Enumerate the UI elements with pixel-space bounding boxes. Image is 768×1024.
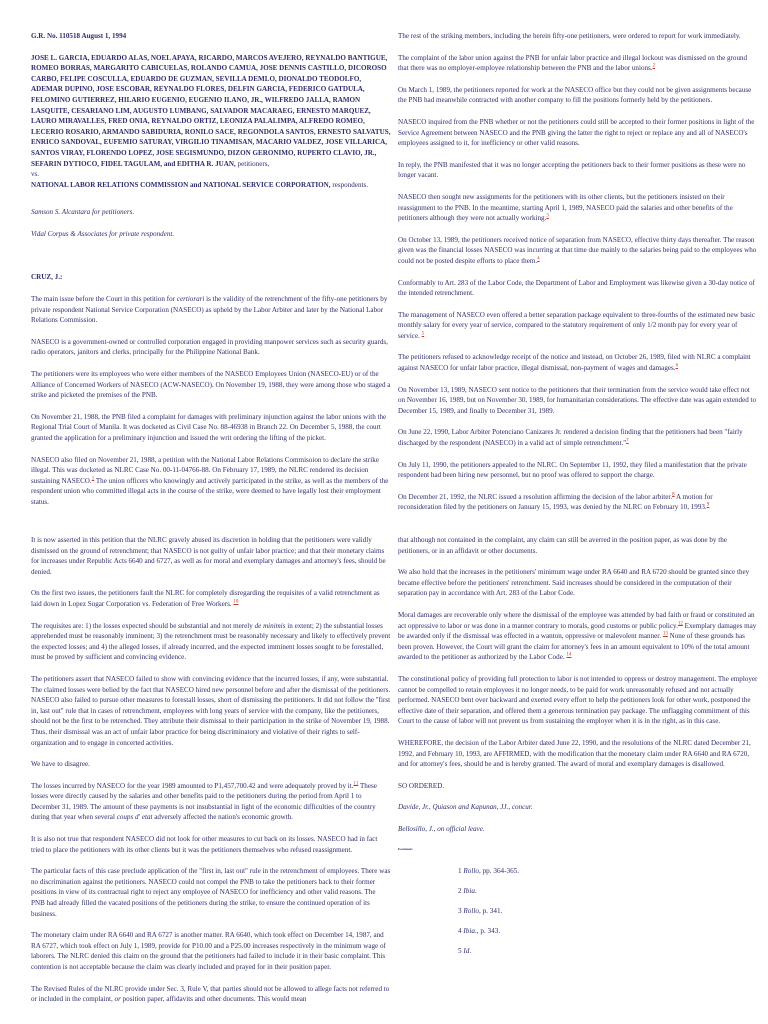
text-run: Ibia [463, 887, 475, 895]
paragraph [31, 984, 391, 1005]
text-run: We also hold that the increases in the petitioners' minimum wage under RA 6640 and RA 6720 should be granted since they became effective before the petitioners' retrenchment. Said increases should be considered in the computation of their separation pay in accordance with Art. 283 of the Labor Code. [398, 568, 750, 598]
footnote-ref-link[interactable]: 4 [537, 256, 540, 262]
text-run: coups d' etat [116, 813, 153, 822]
text-run: It is also not true that respondent NASECO did not look for other measures to cut back on its losses. NASECO had in fact tried to place the petitioners with its other clients but it was the petitioners themselves who refused reassignment. [31, 835, 378, 854]
paragraph [398, 117, 758, 149]
body-paragraphs [398, 535, 758, 791]
text-run: . [474, 887, 477, 895]
official-leave: Bellosillo, J., on official leave. [398, 824, 485, 833]
text-run: The management of NASECO even offered a better separation package equivalent to three-fourths of the estimated new basic monthly salary for every year of service, compared to the statutory requirement of only 1/2 month pay for every year of service. [398, 310, 755, 340]
footnote-ref-link[interactable]: 3 [546, 213, 549, 219]
text-run: 2 [458, 887, 464, 895]
footnote-ref-link[interactable]: 8 [672, 492, 675, 498]
body-paragraphs [398, 31, 758, 513]
text-run: The requisites are: 1) the losses expected should be substantial and not merely [31, 621, 255, 630]
text-run: The petitioners refused to acknowledge receipt of the notice and instead, on October 26, 1989, filed with NLRC a complaint against NASECO for unfair labor practice, illegal dismissal, non-payment of wages and damages. [398, 353, 751, 373]
text-run: The union officers who knowingly and actively participated in the strike, as well as the members of the respondent union who committed illegal acts in the course of the strike, were deemed to have legally lost their employment status. [31, 476, 389, 506]
text-run: On November 21, 1988, the PNB filed a complaint for damages with preliminary injunction against the labor unions with the Regional Trial Court of Manila. It was docketed as Civil Case No. 88-46938 in Branch 22. On December 5, 1988, the court granted the application for a preliminary injunction and issued the writ ordering the lifting of the picket. [31, 412, 387, 443]
paragraph [31, 834, 391, 855]
text-run: or [114, 995, 121, 1004]
ponente: CRUZ, J.: [31, 272, 63, 281]
footnote-ref-link[interactable]: 5 [421, 331, 425, 337]
text-run: that although not contained in the complaint, any claim can still be averred in the position paper, as was done by the petitioners, or in an affidavit or other documents. [398, 536, 727, 555]
paragraph [398, 85, 758, 106]
text-run: SO ORDERED. [398, 781, 445, 790]
text-run: The complaint of the labor union against the PNB for unfair labor practice and illegal lockout was dismissed on the ground that there was no employer-employee relationship between the PNB and the labor unions. [398, 53, 748, 73]
footnote-item [458, 926, 519, 946]
text-run: The main issue before the Court in this petition for [31, 295, 177, 304]
body-paragraphs [31, 294, 391, 508]
paragraph [398, 385, 758, 417]
parties-petitioners [31, 53, 391, 191]
petitioners-label: petitioners, [235, 159, 270, 168]
text-run: . [469, 947, 472, 955]
respondents-label: respondents. [330, 180, 369, 189]
footnotes-list [458, 866, 519, 966]
text-run: , p. 341. [478, 907, 503, 915]
text-run: Ibia [463, 927, 475, 935]
text-run: The rest of the striking members, including the herein fifty-one petitioners, were ordered to report for work immediately. [398, 32, 741, 40]
paragraph [31, 294, 391, 326]
paragraph [31, 930, 391, 972]
footnote-ref-link[interactable]: 12 [677, 621, 683, 627]
concurrence: Davide, Jr., Quiason and Kapunan, JJ., concur. [398, 803, 533, 812]
footnote-ref-link[interactable]: 7 [626, 438, 629, 444]
paragraph [31, 866, 391, 919]
text-run: NASECO is a government-owned or controlled corporation engaged in providing manpower services such as security guards, radio operators, janitors and clerks, principally for the Philippine National Bank. [31, 337, 388, 357]
paragraph [398, 460, 758, 481]
page1-left-column [31, 31, 391, 519]
paragraph [31, 588, 391, 609]
case-title: G.R. No. 110518 August 1, 1994 [31, 32, 127, 40]
respondent-names: NATIONAL LABOR RELATIONS COMMISSION and NATIONAL SERVICE CORPORATION, [31, 180, 331, 189]
footnote-ref-link[interactable]: 2 [652, 63, 656, 69]
text-run: Exemplary damages may be awarded only if the dismissal was effected in a wanton, oppressive or malevolent manner. [398, 621, 757, 641]
paragraph [398, 492, 758, 513]
text-run: Id [463, 947, 470, 955]
body-paragraphs [31, 535, 391, 1005]
text-run: Conformably to Art. 283 of the Labor Code, the Department of Labor and Employment was likewise given a 30-day notice of the intended retrenchment. [398, 278, 755, 298]
text-run: Rollo [463, 907, 479, 915]
text-run: None of these grounds has been proven. However, the Court will grant the claim for attorney's fees in an amount equivalent to 10% of the total amount awarded to the petitioner as authorized by the Labor Code. [398, 632, 750, 662]
footnote-ref-link[interactable]: 11 [353, 781, 359, 787]
text-run: On October 13, 1989, the petitioners received notice of separation from NASECO, effective thirty days thereafter. The reason given was the financial losses NASECO was incurring at that time due mainly to the salaries being paid to the employees who could not be posted despite efforts to place them. [398, 235, 757, 265]
text-run: 3 [458, 907, 464, 915]
text-run: NASECO then sought new assignments for the petitioners with its other clients, but the petitioners insisted on their reassignment to the PNB. In the meantime, starting April 1, 1989, NASECO paid the salaries and other benefits of the petitioners although they were not actually working. [398, 192, 733, 223]
text-run: de minimis [254, 621, 286, 630]
paragraph [398, 192, 758, 224]
text-run: On the first two issues, the petitioners fault the NLRC for completely disregarding the requisites of a valid retrenchment as laid down in Lopez Sugar Corporation vs. Federation of Free Workers. [31, 589, 380, 608]
counsel-petitioners: Samson S. Alcantara for petitioners. [31, 208, 135, 217]
footnote-ref-link[interactable]: 9 [706, 503, 710, 509]
counsel-respondent: Vidal Corpus & Associates for private respondent. [31, 229, 175, 238]
paragraph [31, 455, 391, 508]
text-run: On March 1, 1989, the petitioners reported for work at the NASECO office but they could not be given assignments because the PNB had meanwhile contracted with another company to fill the positions formerly held by the petitioners. [398, 85, 752, 105]
paragraph [31, 674, 391, 748]
text-run: On June 22, 1990, Labor Arbiter Potenciano Canizares Jr. rendered a decision finding that the petitioners had been "fairly discharged by the respondent (NASECO) in a valid act of simple retrenchment." [398, 428, 743, 448]
paragraph [398, 610, 758, 663]
paragraph [398, 674, 758, 727]
text-run: NASECO inquired from the PNB whether or not the petitioners could still be accepted to their former positions in light of the Service Agreement between NASECO and the PNB giving the latter the right to reject or replace any and all of NASECO's employees assigned to it, for inefficiency or other valid reasons. [398, 117, 755, 148]
footnote-ref-link[interactable]: 1 [91, 476, 95, 482]
paragraph [398, 310, 758, 342]
text-run: We have to disagree. [31, 760, 90, 769]
footnote-item [458, 866, 519, 886]
paragraph [31, 621, 391, 663]
text-run: 4 [458, 927, 464, 935]
text-run: NASECO also filed on November 21, 1988, a petition with the National Labor Relations Commisoion to declare the strike illegal. This was docketed as NLRC Case No. 00-11-04766-88. On February 17, 1989, the NLRC rendered its decision sustaining NASECO. [31, 455, 379, 485]
text-run: position paper, affidavits and other documents. This would mean [120, 995, 307, 1004]
page2-left-column [31, 535, 391, 1016]
paragraph [398, 278, 758, 299]
text-run: The losses incurred by NASECO for the year 1989 amounted to P1,457,700.42 and were adequately proved by it. [31, 781, 354, 790]
petitioner-names: JOSE L. GARCIA, EDUARDO ALAS, NOEL APAYA, RICARDO, MARCOS AVEJERO, REYNALDO BANTIGUE, ROMEO BORRAS, MARGARITO CABICUELAS, ROLANDO CAMUA, JOSE DENNIS CASTILLO, DICOROSO CARBO, FELIPE COSCULLA, EDUARDO DE GUZMAN, SEVILLA DEMLO, DIONALDO TEODOLFO, ADEMAR DUPINO, JOSE ESCOBAR, REYNALDO FLORES, DELFIN GARCIA, FEDERICO GATDULA, FELOMINO GUTIERREZ, HILARIO EUGENIO, EUGENIO ILANO, JR., WILFREDO JALLA, RAMON LASQUITE, CESARIANO LIM, AUGUSTO LUMBANG, SALVADOR MACARAEG, ERNESTO MARQUEZ, LAURO MIRAVALLES, FRED ONIA, REYNALDO ORTIZ, LEONIZA PALALIMPA, ALFREDO ROMEO, LECERIO ROSARIO, ARMANDO SABIDURIA, RONILO SACE, REGONDOLA SANTOS, ERNESTO SALVATUS, ENRICO SANDOVAL, EUFEMIO SATURAY, VIRGILIO TINAMISAN, MACARIO VALDEZ, JOSE VILLARICA, SANTOS VIRAY, FLORENDO LOPEZ, JOSE SEGISMUNDO, DIZON GERONIMO, RUPERTO CLAVIO, JR., SEFARIN DYTIOCO, FIDEL TAGULAM, and EDITHA R. JUAN, [31, 53, 391, 168]
text-run: ., p. 343. [474, 927, 501, 935]
text-run: 1 [458, 867, 464, 875]
paragraph [398, 235, 758, 267]
paragraph [31, 759, 391, 770]
paragraph [398, 352, 758, 373]
footnote-item [458, 906, 519, 926]
text-run: On November 13, 1989, NASECO sent notice to the petitioners that their termination from the service would take effect not on November 16, 1989, but on November 30, 1989, for humanitarian considerations. The effective date was again extended to December 15, 1989, and finally to December 31, 1989. [398, 385, 757, 415]
text-run: certiorari [176, 295, 205, 304]
text-run: The particular facts of this case preclude application of the "first in, last out" rule in the retrenchment of employees. There was no discrimination against the petitioners. NASECO could not compel the PNB to take the petitioners back to their former positions in view of its contractual right to reject any employee of NASECO for inefficiency and other valid reasons. The PNB had already filled the vacated positions of the petitioners during the strike, to ensure the continued operation of its business. [31, 867, 391, 918]
text-run: adversely affected the nation's economic growth. [152, 813, 293, 822]
text-run: It is now asserted in this petition that the NLRC gravely abused its discretion in holding that the petitioners were validly dismissed on the ground of retrenchment; that NASECO is not guilty of unfair labor practice; and that their monetary claims for increases under Republic Acts 6640 and 6727, as well as for moral and exemplary damages and attorney's fees, should be denied. [31, 536, 386, 576]
paragraph [398, 535, 758, 556]
paragraph [398, 53, 758, 74]
paragraph [398, 31, 758, 42]
versus: vs. [31, 170, 40, 179]
text-run: In reply, the PNB manifested that it was no longer accepting the petitioners back to their former positions as these were no longer vacant. [398, 160, 746, 180]
paragraph [398, 160, 758, 181]
text-run: Moral damages are recoverable only where the dismissal of the employee was attended by bad faith or fraud or constituted an act oppressive to labor or was done in a manner contrary to morals, good customs or public policy. [398, 610, 755, 630]
paragraph [31, 535, 391, 577]
footnote-ref-link[interactable]: 14 [566, 652, 572, 658]
text-run: On July 11, 1990, the petitioners appealed to the NLRC. On September 11, 1992, they filed a manifestation that the private respondent had been hiring new personnel, but no proof was offered to support the charge. [398, 460, 747, 480]
text-run: These losses were directly caused by the salaries and other benefits paid to the petitioners during the period from April 1 to December 31, 1989. The amount of these payments is not insubstantial in light of the economic difficulties of the country during that year when several [31, 781, 377, 822]
text-run: WHEREFORE, the decision of the Labor Arbiter dated June 22, 1990, and the resolutions of the NLRC dated December 21, 1992, and February 10, 1993, are AFFIRMED, with the modification that the monetary claim under RA 6640 and RA 6720, and for attorney's fees, should be and is hereby granted. The award of moral and exemplary damages is disallowed. [398, 738, 751, 769]
footnotes-heading: Footnotes [398, 847, 413, 851]
footnote-ref-link[interactable]: 6 [675, 363, 679, 369]
page2-right-column [398, 535, 758, 845]
text-run: The constitutional policy of providing full protection to labor is not intended to oppress or destroy management. The employer cannot be compelled to retain employees it no longer needs, to be paid for work unreasonably refused and not actually performed. NASECO bent over backward and exerted every effort to help the petitioners look for other work, postponed the effective date of their separation, and offered them a generous termination pay package. The unflagging commitment of this Court to the cause of labor will not prevent us from sustaining the employer when it is in the right, as in this case. [398, 674, 758, 726]
paragraph [31, 412, 391, 444]
paragraph [398, 781, 758, 792]
text-run: The monetary claim under RA 6640 and RA 6727 is another matter. RA 6640, which took effect on December 14, 1987, and RA 6727, which took effect on July 1, 1989, provide for P10.00 and a P25.00 increases respectively in the minimum wage of laborers. The NLRC denied this claim on the ground that the petitioners had failed to include it in their basic complaint. This contention is not acceptable because the claim was clearly included and prayed for in their position paper. [31, 931, 386, 971]
footnote-ref-link[interactable]: 13 [662, 631, 668, 637]
footnote-item [458, 886, 519, 906]
footnote-ref-link[interactable]: 10 [233, 599, 239, 605]
text-run: The Revised Rules of the NLRC provide under Sec. 3, Rule V, that parties should not be allowed to allege facts not referred to or included in the complaint, [31, 984, 390, 1004]
text-run: in extent; 2) the substantial losses apprehended must be reasonably imminent; 3) the retrenchment must be reasonably necessary and likely to effectively prevent the expected losses; and 4) the alleged losses, if already incurred, and the expected imminent losses sought to be forestalled, must be proved by sufficient and convincing evidence. [31, 621, 391, 662]
page1-right-column [398, 31, 758, 524]
paragraph [398, 738, 758, 770]
text-run: is the validity of the retrenchment of the fifty-one petitioners by private respondent National Service Corporation (NASECO) as upheld by the Labor Arbiter and later by the National Labor Relations Commission. [31, 295, 388, 325]
paragraph [398, 427, 758, 448]
paragraph [31, 337, 391, 358]
text-run: Rollo [463, 867, 479, 875]
text-run: On December 21, 1992, the NLRC issued a resolution affirming the decision of the labor arbiter. [398, 492, 673, 501]
text-run: A motion for reconsideration filed by the petitioners on January 15, 1993, was denied by the NLRC on February 10, 1993. [398, 492, 713, 512]
text-run: , pp. 364-365. [478, 867, 520, 875]
text-run: 5 [458, 947, 464, 955]
paragraph [31, 781, 391, 823]
text-run: The petitioners assert that NASECO failed to show with convincing evidence that the incurred losses, if any, were substantial. The claimed losses were belied by the fact that NASECO hired new personnel before and after the dismissal of the petitioners. NASECO also failed to pursue other measures to forestall losses, short of dismissing the petitioners. It did not follow the "first in, last out" rule that in cases of retrenchment, employees with long years of service with the company, like the petitioners, should not be the first to be retrenched. They attribute their dismissal to their participation in the strike of November 19, 1988. Thus, their dismissal was an act of unfair labor practice for being discriminatory and violative of their rights to self-organization and to engage in concerted activities. [31, 674, 391, 747]
paragraph [398, 567, 758, 599]
paragraph [31, 369, 391, 401]
footnote-item [458, 946, 519, 966]
text-run: The petitioners were its employees who were either members of the NASECO Employees Union (NASECO-EU) or of the Alliance of Concerned Workers of NASECO (ACW-NASECO). On November 19, 1988, they were among those who staged a strike and picketed the premises of the PNB. [31, 370, 391, 400]
